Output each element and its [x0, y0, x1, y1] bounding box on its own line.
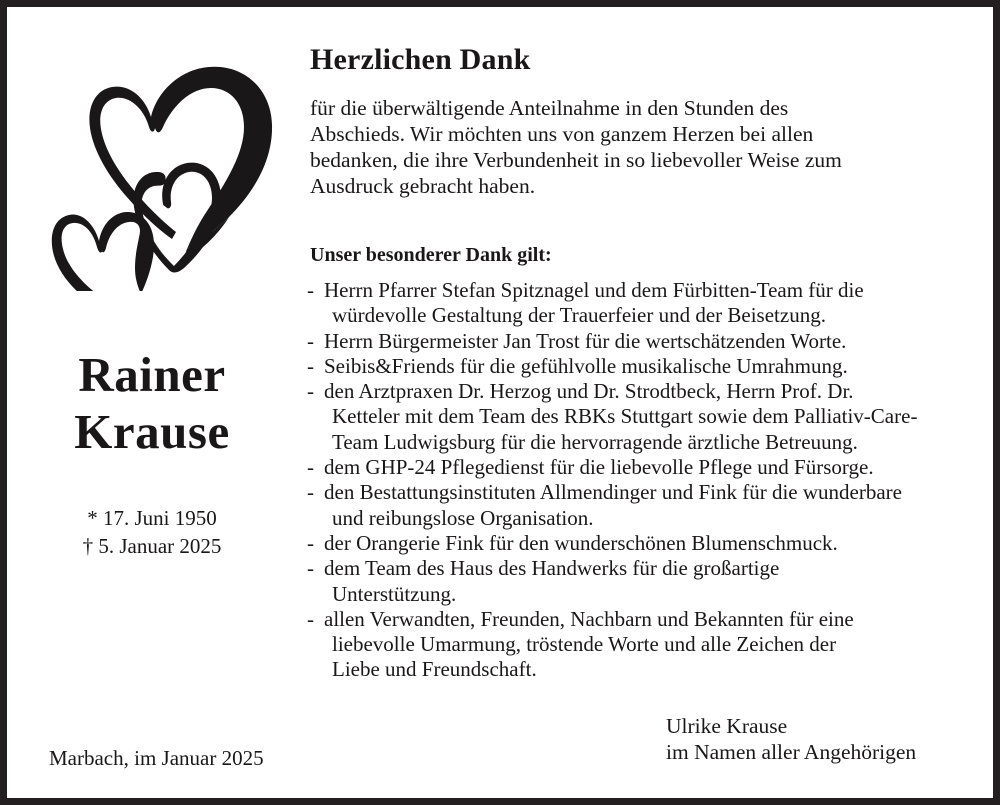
intro-line: Ausdruck gebracht haben. [310, 174, 536, 198]
birth-date: * 17. Juni 1950 [87, 506, 217, 530]
list-item-line: - Herrn Bürgermeister Jan Trost für die wertschätzenden Worte. [307, 329, 987, 354]
two-interlocking-hearts-icon [41, 55, 287, 291]
list-item-line: würdevolle Gestaltung der Trauerfeier und der Beisetzung. [332, 303, 826, 328]
list-item-line: - Seibis&Friends für die gefühlvolle musikalische Umrahmung. [307, 354, 987, 379]
list-item [307, 455, 987, 480]
list-item [307, 607, 987, 683]
list-item [307, 354, 987, 379]
list-item-line: - der Orangerie Fink für den wunderschönen Blumenschmuck. [307, 531, 987, 556]
list-item-line: und reibungslose Organisation. [332, 505, 594, 530]
deceased-name [7, 347, 297, 461]
list-item-line: - dem Team des Haus des Handwerks für die großartige [307, 556, 987, 581]
left-column [7, 7, 297, 798]
notice-sheet [7, 7, 993, 798]
list-item [307, 531, 987, 556]
deceased-last-name: Krause [74, 403, 230, 459]
life-dates [7, 505, 297, 561]
list-item-line: liebevolle Umarmung, tröstende Worte und alle Zeichen der [332, 632, 837, 657]
list-item-line: - den Arztpraxen Dr. Herzog und Dr. Strodtbeck, Herrn Prof. Dr. [307, 379, 987, 404]
list-item-line: Ketteler mit dem Team des RBKs Stuttgart sowie dem Palliativ-Care- [332, 404, 918, 429]
signature-block [666, 713, 916, 765]
intro-line: bedanken, die ihre Verbundenheit in so liebevoller Weise zum [310, 148, 842, 172]
list-item [307, 278, 987, 329]
thanks-heading: Herzlichen Dank [310, 43, 531, 76]
thanks-list [307, 278, 987, 683]
list-item [307, 556, 987, 607]
list-item-line: - den Bestattungsinstituten Allmendinger und Fink für die wunderbare [307, 480, 987, 505]
intro-line: Abschieds. Wir möchten uns von ganzem Herzen bei allen [310, 122, 814, 146]
list-item [307, 480, 987, 531]
deceased-first-name: Rainer [78, 347, 226, 402]
death-date: † 5. Januar 2025 [82, 533, 222, 558]
list-item [307, 379, 987, 455]
right-column [299, 7, 993, 798]
intro-paragraph [310, 95, 958, 199]
special-thanks-heading: Unser besonderer Dank gilt: [310, 244, 552, 266]
signature-name: Ulrike Krause [666, 714, 788, 738]
place-and-date: Marbach, im Januar 2025 [49, 746, 264, 770]
list-item-line: Team Ludwigsburg für die hervorragende ärztliche Betreuung. [332, 429, 858, 454]
list-item-line: - Herrn Pfarrer Stefan Spitznagel und dem Fürbitten-Team für die [307, 278, 987, 303]
list-item-line: Liebe und Freundschaft. [332, 657, 537, 682]
signature-subtitle: im Namen aller Angehörigen [666, 740, 917, 764]
list-item-line: - dem GHP-24 Pflegedienst für die liebevolle Pflege und Fürsorge. [307, 455, 987, 480]
list-item [307, 329, 987, 354]
list-item-line: Unterstützung. [332, 581, 457, 606]
intro-line: für die überwältigende Anteilnahme in den Stunden des [310, 96, 789, 120]
list-item-line: - allen Verwandten, Freunden, Nachbarn und Bekannten für eine [307, 607, 987, 632]
